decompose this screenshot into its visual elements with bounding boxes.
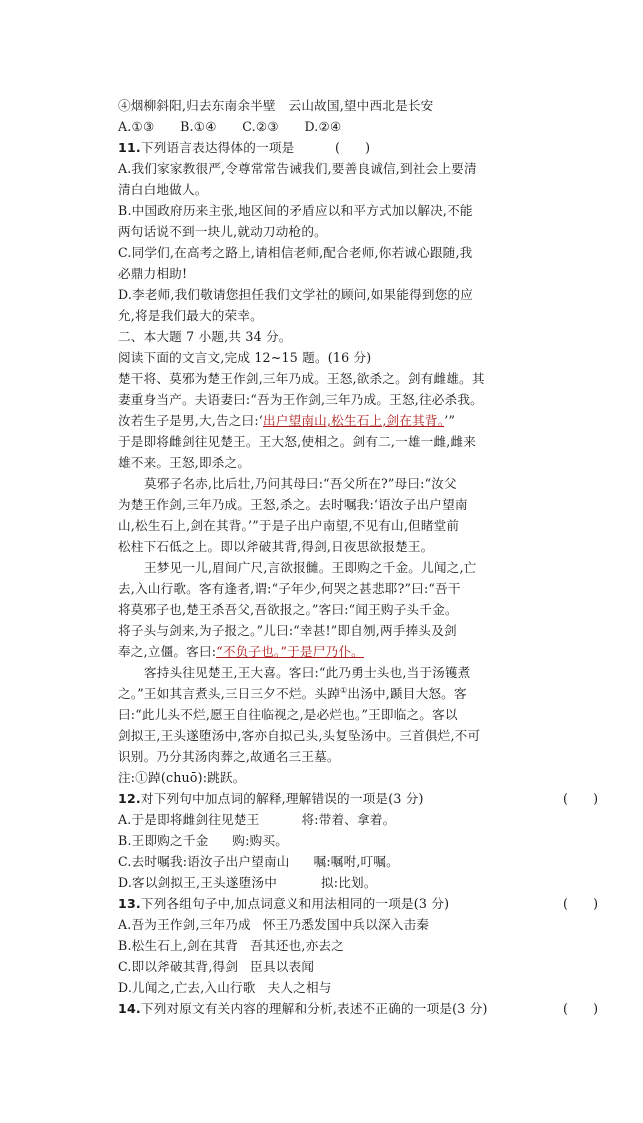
q11-option-c-cont: 必鼎力相助! xyxy=(118,266,188,281)
option-sentence: C.去时嘱我:语汝子出户望南山 xyxy=(118,854,290,869)
option-4-text: ④烟柳斜阳,归去东南余半壁 云山故国,望中西北是长安 xyxy=(118,98,434,113)
option-sentence-pair: 臣具以表闻 xyxy=(250,959,315,974)
option-sentence-pair: 夫人之相与 xyxy=(267,980,332,995)
option-sentence: D.客以剑拟王,王头遂堕汤中 xyxy=(118,875,277,890)
option-sentence: A.于是即将雌剑往见楚王 xyxy=(118,812,260,827)
passage-line: 王梦见一儿,眉间广尺,言欲报雠。王即购之千金。儿闻之,亡 xyxy=(144,560,477,575)
option-sentence: C.即以斧破其背,得剑 xyxy=(118,959,239,974)
question-12 xyxy=(118,789,424,809)
passage-line: 将莫邪子也,楚王杀吾父,吾欲报之。”客曰:“闻王购子头千金。 xyxy=(118,602,458,617)
passage-text: 汝若生子是男,大,告之曰:‘ xyxy=(118,413,263,428)
passage-line: 雄不来。王怒,即杀之。 xyxy=(118,455,251,470)
passage-line xyxy=(118,642,364,662)
passage-line: 妻重身当产。夫语妻曰:“吾为王作剑,三年乃成。王怒,往必杀我。 xyxy=(118,392,483,407)
option-gloss: 购:购买。 xyxy=(232,833,289,848)
underlined-sentence-1: 出户望南山,松生石上,剑在其背。 xyxy=(263,413,445,428)
q11-stem: 下列语言表达得体的一项是 xyxy=(140,140,295,155)
option-sentence-pair: 怀王乃悉发国中兵以深入击秦 xyxy=(262,917,430,932)
passage-text: 出汤中,踬目大怒。客 xyxy=(347,686,467,701)
passage-line: 剑拟王,王头遂堕汤中,客亦自拟己头,头复坠汤中。三首俱烂,不可 xyxy=(118,728,481,743)
option-gloss: 嘱:嘱咐,叮嘱。 xyxy=(313,854,399,869)
q13-number: 13. xyxy=(118,896,141,911)
q12-option-b xyxy=(118,831,288,851)
passage-line: 楚干将、莫邪为楚王作剑,三年乃成。王怒,欲杀之。剑有雌雄。其 xyxy=(118,371,485,386)
passage-line: 松柱下石低之上。即以斧破其背,得剑,日夜思欲报楚王。 xyxy=(118,539,434,554)
q11-option-b-cont: 两句话说不到一块儿,就动刀动枪的。 xyxy=(118,224,327,239)
question-11 xyxy=(118,138,294,158)
passage-line: 莫邪子名赤,比后壮,乃问其母曰:“吾父所在?”母曰:“汝父 xyxy=(144,476,457,491)
q11-option-b: B.中国政府历来主张,地区间的矛盾应以和平方式加以解决,不能 xyxy=(118,203,473,218)
q11-option-a: A.我们家家教很严,令尊常常告诫我们,要善良诚信,到社会上要清 xyxy=(118,161,477,176)
option-sentence-pair: 吾其还也,亦去之 xyxy=(250,938,344,953)
question-13 xyxy=(118,894,449,914)
q12-option-c xyxy=(118,852,399,872)
q12-option-d xyxy=(118,873,377,893)
reading-instruction: 阅读下面的文言文,完成 12~15 题。(16 分) xyxy=(118,350,372,365)
option-sentence: B.松生石上,剑在其背 xyxy=(118,938,239,953)
passage-line xyxy=(118,411,455,431)
question-14 xyxy=(118,999,488,1019)
footnote-marker: ① xyxy=(340,685,348,695)
q12-stem: 对下列句中加点词的解释,理解错误的一项是(3 分) xyxy=(140,791,424,806)
passage-line: 将子头与剑来,为子报之。”儿曰:“幸甚!”即自刎,两手捧头及剑 xyxy=(118,623,457,638)
option-sentence: D.儿闻之,亡去,入山行歌 xyxy=(118,980,256,995)
passage-line: 去,入山行歌。客有逢者,谓:“子年少,何哭之甚悲耶?”曰:“吾干 xyxy=(118,581,461,596)
q11-option-c: C.同学们,在高考之路上,请相信老师,配合老师,你若诚心跟随,我 xyxy=(118,245,473,260)
q13-answer-paren[interactable]: ( ) xyxy=(562,896,598,911)
passage-line: 于是即将雌剑往见楚王。王大怒,使相之。剑有二,一雄一雌,雌来 xyxy=(118,434,477,449)
passage-line: 曰:“此儿头不烂,愿王自往临视之,是必烂也。”王即临之。客以 xyxy=(118,707,458,722)
section-heading: 二、本大题 7 小题,共 34 分。 xyxy=(118,329,292,344)
q11-number: 11. xyxy=(118,140,141,155)
q14-number: 14. xyxy=(118,1001,141,1016)
passage-text: ’” xyxy=(444,413,456,428)
q13-stem: 下列各组句子中,加点词意义和用法相同的一项是(3 分) xyxy=(140,896,450,911)
q13-option-a xyxy=(118,915,429,935)
underlined-sentence-2: “不负子也。”于是尸乃仆。 xyxy=(216,644,364,659)
q12-number: 12. xyxy=(118,791,141,806)
option-sentence: A.吾为王作剑,三年乃成 xyxy=(118,917,251,932)
passage-line: 识别。乃分其汤肉葬之,故通名三王墓。 xyxy=(118,749,340,764)
q11-option-d: D.李老师,我们敬请您担任我们文学社的顾问,如果能得到您的应 xyxy=(118,287,474,302)
passage-text: 之。”王如其言煮头,三日三夕不烂。头踔 xyxy=(118,686,341,701)
q13-option-d xyxy=(118,978,332,998)
q14-stem: 下列对原文有关内容的理解和分析,表述不正确的一项是(3 分) xyxy=(140,1001,488,1016)
q11-option-a-cont: 清白白地做人。 xyxy=(118,182,208,197)
q11-answer-paren[interactable]: ( ) xyxy=(334,140,370,155)
footnote: 注:①踔(chuō):跳跃。 xyxy=(118,770,246,785)
option-sentence: B.王即购之千金 xyxy=(118,833,209,848)
q14-answer-paren[interactable]: ( ) xyxy=(562,1001,598,1016)
q13-option-b xyxy=(118,936,344,956)
q10-choices: A.①③ B.①④ C.②③ D.②④ xyxy=(118,119,342,134)
option-gloss: 将:带着、拿着。 xyxy=(301,812,396,827)
q12-answer-paren[interactable]: ( ) xyxy=(562,791,598,806)
q12-option-a xyxy=(118,810,395,830)
q11-option-d-cont: 允,将是我们最大的荣幸。 xyxy=(118,308,263,323)
passage-line: 客持头往见楚王,王大喜。客曰:“此乃勇士头也,当于汤镬煮 xyxy=(144,665,471,680)
option-gloss: 拟:比划。 xyxy=(321,875,377,890)
passage-line xyxy=(118,684,467,704)
q13-option-c xyxy=(118,957,314,977)
passage-text: 奉之,立僵。客曰: xyxy=(118,644,217,659)
passage-line: 山,松生石上,剑在其背。’”于是子出户南望,不见有山,但睹堂前 xyxy=(118,518,460,533)
passage-line: 为楚王作剑,三年乃成。王怒,杀之。去时嘱我:‘语汝子出户望南 xyxy=(118,497,468,512)
